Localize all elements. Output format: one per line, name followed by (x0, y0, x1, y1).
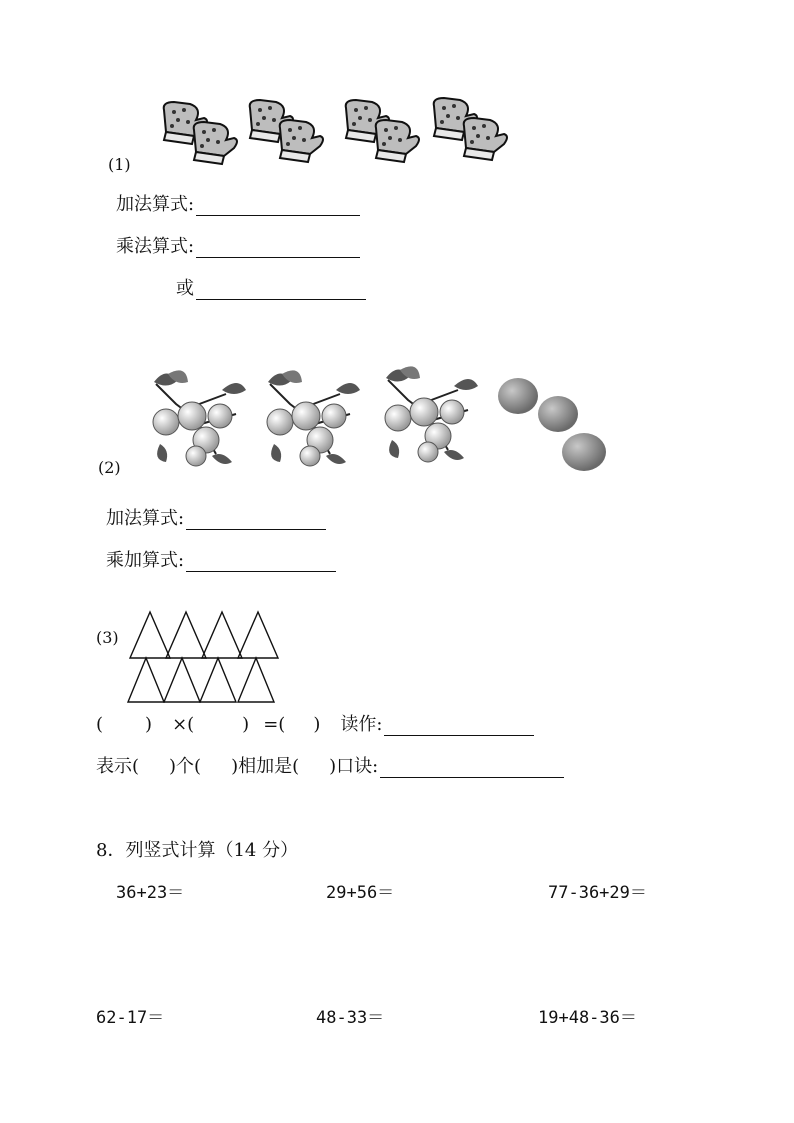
apples-illustration (140, 356, 620, 476)
q3-meaning-row (96, 752, 564, 778)
mitten-pair-icon (164, 102, 237, 164)
q1-or-row (176, 274, 366, 300)
q1-or-label: 或 (176, 278, 194, 299)
mitten-pair-icon (346, 100, 419, 162)
problem-3: 77-36+29＝ (548, 883, 647, 903)
q3-rhyme-blank[interactable] (380, 759, 564, 778)
q3-meaning-b: )个( (169, 756, 202, 777)
q3-meaning-c: )相加是( (231, 756, 300, 777)
q1-addition-blank[interactable] (196, 197, 360, 216)
apple-branch-icon (153, 370, 246, 466)
q3-times: ×( (172, 714, 195, 735)
problem-5: 48-33＝ (316, 1008, 385, 1028)
q2-multiply-add-row (106, 546, 336, 572)
problem-6: 19+48-36＝ (538, 1008, 637, 1028)
apple-branch-icon (267, 370, 360, 466)
q3-equals: =( (263, 714, 286, 735)
triangle-icon (130, 612, 170, 658)
q3-meaning-d: )口诀: (329, 756, 379, 777)
q1-addition-row (116, 190, 360, 216)
mitten-pair-icon (434, 98, 507, 160)
triangle-icon (238, 658, 274, 702)
q2-addition-blank[interactable] (186, 511, 326, 530)
q3-paren-open-1: ( (96, 714, 104, 735)
q2-multiply-add-label: 乘加算式: (106, 550, 185, 571)
q3-paren-close-3: ) (313, 714, 321, 735)
triangle-icon (202, 612, 242, 658)
triangle-icon (166, 612, 206, 658)
triangle-icon (128, 658, 164, 702)
q1-or-blank[interactable] (196, 281, 366, 300)
q3-read-label: 读作: (340, 714, 383, 735)
mitten-pair-icon (250, 100, 323, 162)
triangles-illustration (126, 608, 286, 708)
problem-2: 29+56＝ (326, 883, 395, 903)
triangle-icon (164, 658, 200, 702)
q3-read-blank[interactable] (384, 717, 534, 736)
q1-multiplication-blank[interactable] (196, 239, 360, 258)
q3-equation-row (96, 710, 534, 736)
q1-label: (1) (108, 155, 131, 174)
section-8-title: 8．列竖式计算（14 分） (96, 840, 299, 861)
q1-addition-label: 加法算式: (116, 194, 195, 215)
loose-apples-icon (498, 378, 606, 471)
q3-paren-close-2: ) (242, 714, 250, 735)
q2-multiply-add-blank[interactable] (186, 553, 336, 572)
q3-meaning-a: 表示( (96, 756, 140, 777)
q2-addition-row (106, 504, 326, 530)
triangle-icon (238, 612, 278, 658)
triangle-icon (200, 658, 236, 702)
problem-4: 62-17＝ (96, 1008, 165, 1028)
q1-multiplication-label: 乘法算式: (116, 236, 195, 257)
mittens-illustration (150, 92, 550, 182)
q3-paren-close-1: ) (145, 714, 153, 735)
problem-1: 36+23＝ (116, 883, 185, 903)
q2-label: (2) (98, 458, 121, 477)
q3-label: (3) (96, 628, 119, 647)
q2-addition-label: 加法算式: (106, 508, 185, 529)
q1-multiplication-row (116, 232, 360, 258)
apple-branch-icon (385, 366, 478, 462)
